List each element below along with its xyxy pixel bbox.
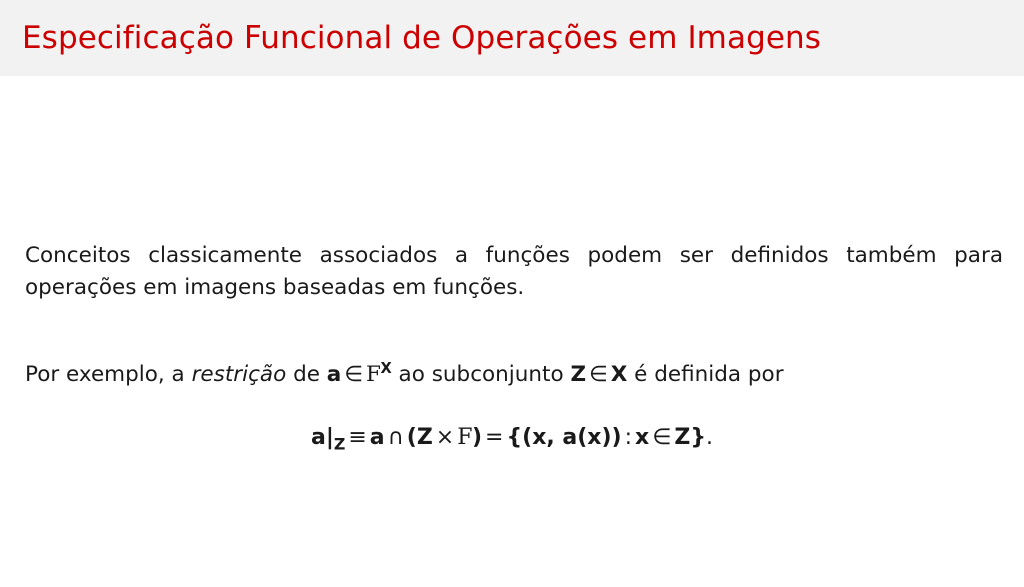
variable-X: X [610,362,628,387]
slide-title-bar [0,0,1024,76]
formula-x: x [635,425,650,450]
member-symbol-1: ∈ [344,362,364,387]
formula-restriction-bar: | [325,425,334,450]
member-symbol-2: ∈ [589,362,608,387]
formula-subscript-Z: Z [333,434,346,454]
paragraph-concepts: Conceitos classicamente associados a funções podem ser definidos também para operações em imagens baseadas em funções. [25,243,1003,300]
formula-colon: : [624,425,633,450]
formula-open-brace: { [506,425,523,450]
formula-equals: = [485,425,504,450]
paragraph-example [25,359,1003,391]
superscript-X: X [380,359,392,377]
formula-Z: Z [416,425,433,450]
variable-Z: Z [570,362,587,387]
example-text-part1: Por exemplo, a [25,362,192,387]
example-text-part4: é definida por [627,362,784,387]
formula-open-paren: ( [406,425,417,450]
formula-restriction [0,425,1024,454]
formula-a: a [310,425,326,450]
formula-a2: a [369,425,385,450]
slide-body [0,76,1024,587]
set-F-symbol: F [366,362,381,387]
formula-member: ∈ [652,425,672,450]
variable-a: a [326,362,342,387]
example-text-part2: de [286,362,327,387]
formula-close-brace: } [690,425,707,450]
formula-Zset: Z [674,425,691,450]
formula-pair: (x, a(x)) [522,425,622,450]
emphasis-restricao: restrição [191,362,287,387]
page-title: Especificação Funcional de Operações em Imagens [22,20,822,56]
formula-intersection: ∩ [387,425,404,450]
example-text-part3: ao subconjunto [391,362,571,387]
formula-period: . [706,425,714,450]
formula-set-F: F [457,425,472,450]
formula-times: × [435,425,455,450]
formula-close-paren: ) [471,425,483,450]
formula-equiv: ≡ [348,425,367,450]
